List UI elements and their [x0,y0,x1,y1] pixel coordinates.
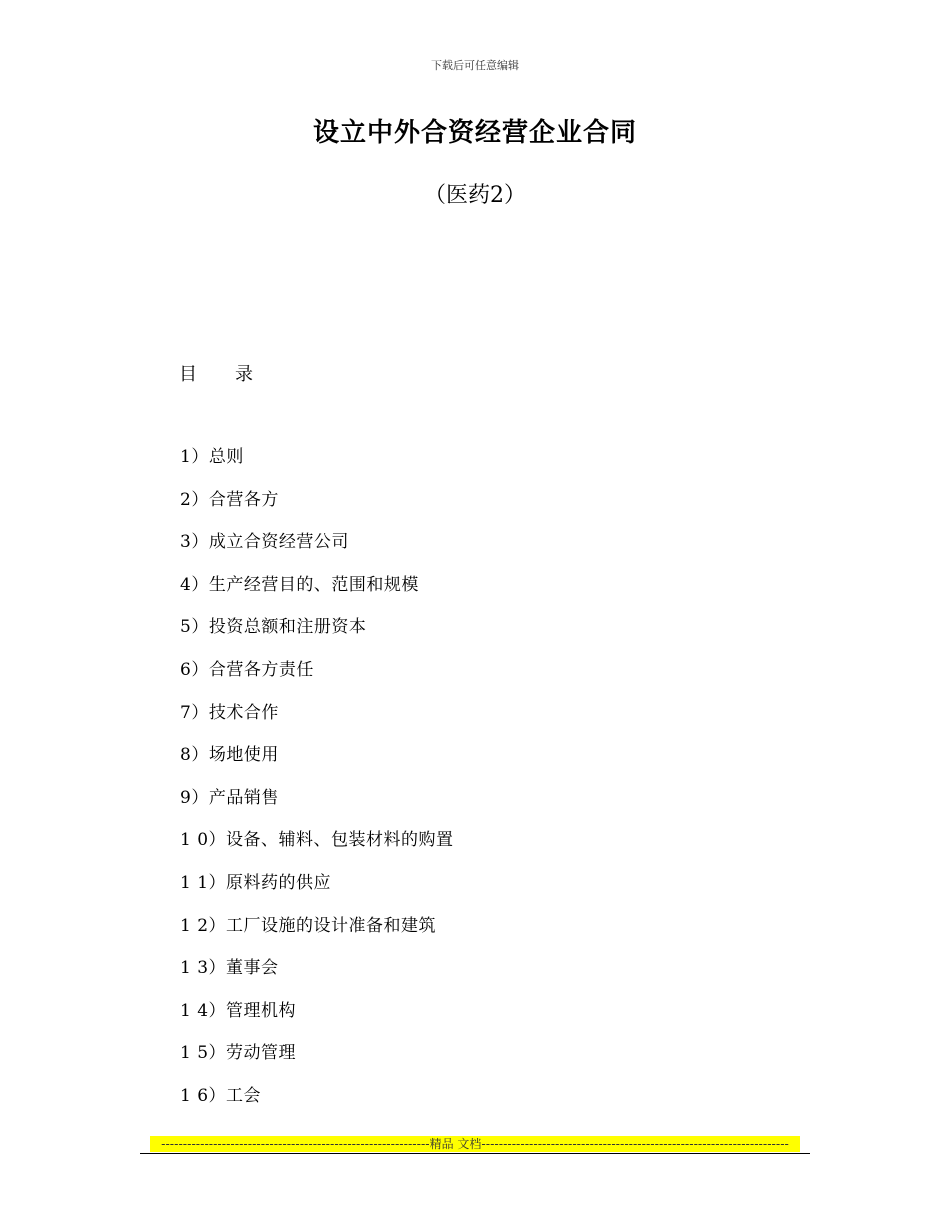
toc-heading-part1: 目 [179,364,197,385]
toc-item: 1 5）劳动管理 [180,1043,297,1064]
toc-item: 3）成立合资经营公司 [180,532,349,553]
toc-item: 1 6）工会 [180,1085,262,1106]
toc-item: 4）生产经营目的、范围和规模 [180,574,419,595]
footer-banner: --------------------------------------------------------------精品 文档----------------------------------------------------------------------- [150,1136,800,1152]
toc-item: 1）总则 [180,447,244,467]
footer-divider [140,1153,810,1154]
toc-item: 1 2）工厂设施的设计准备和建筑 [180,915,437,936]
toc-item: 7）技术合作 [180,702,279,723]
toc-item: 8）场地使用 [180,745,279,766]
toc-item: 1 4）管理机构 [180,1000,297,1021]
document-subtitle: （医药2） [424,183,526,208]
toc-list [180,445,454,1127]
toc-item: 9）产品销售 [180,787,279,808]
toc-item: 6）合营各方责任 [180,659,314,680]
document-title: 设立中外合资经营企业合同 [312,118,637,148]
toc-item: 1 3）董事会 [180,958,279,979]
toc-heading [179,360,253,386]
toc-item: 1 1）原料药的供应 [180,872,332,893]
toc-item: 5）投资总额和注册资本 [180,617,367,638]
toc-item: 1 0）设备、辅料、包装材料的购置 [180,830,454,851]
toc-heading-part2: 录 [235,364,253,385]
header-note: 下载后可任意编辑 [431,59,519,72]
toc-item: 2）合营各方 [180,489,279,510]
